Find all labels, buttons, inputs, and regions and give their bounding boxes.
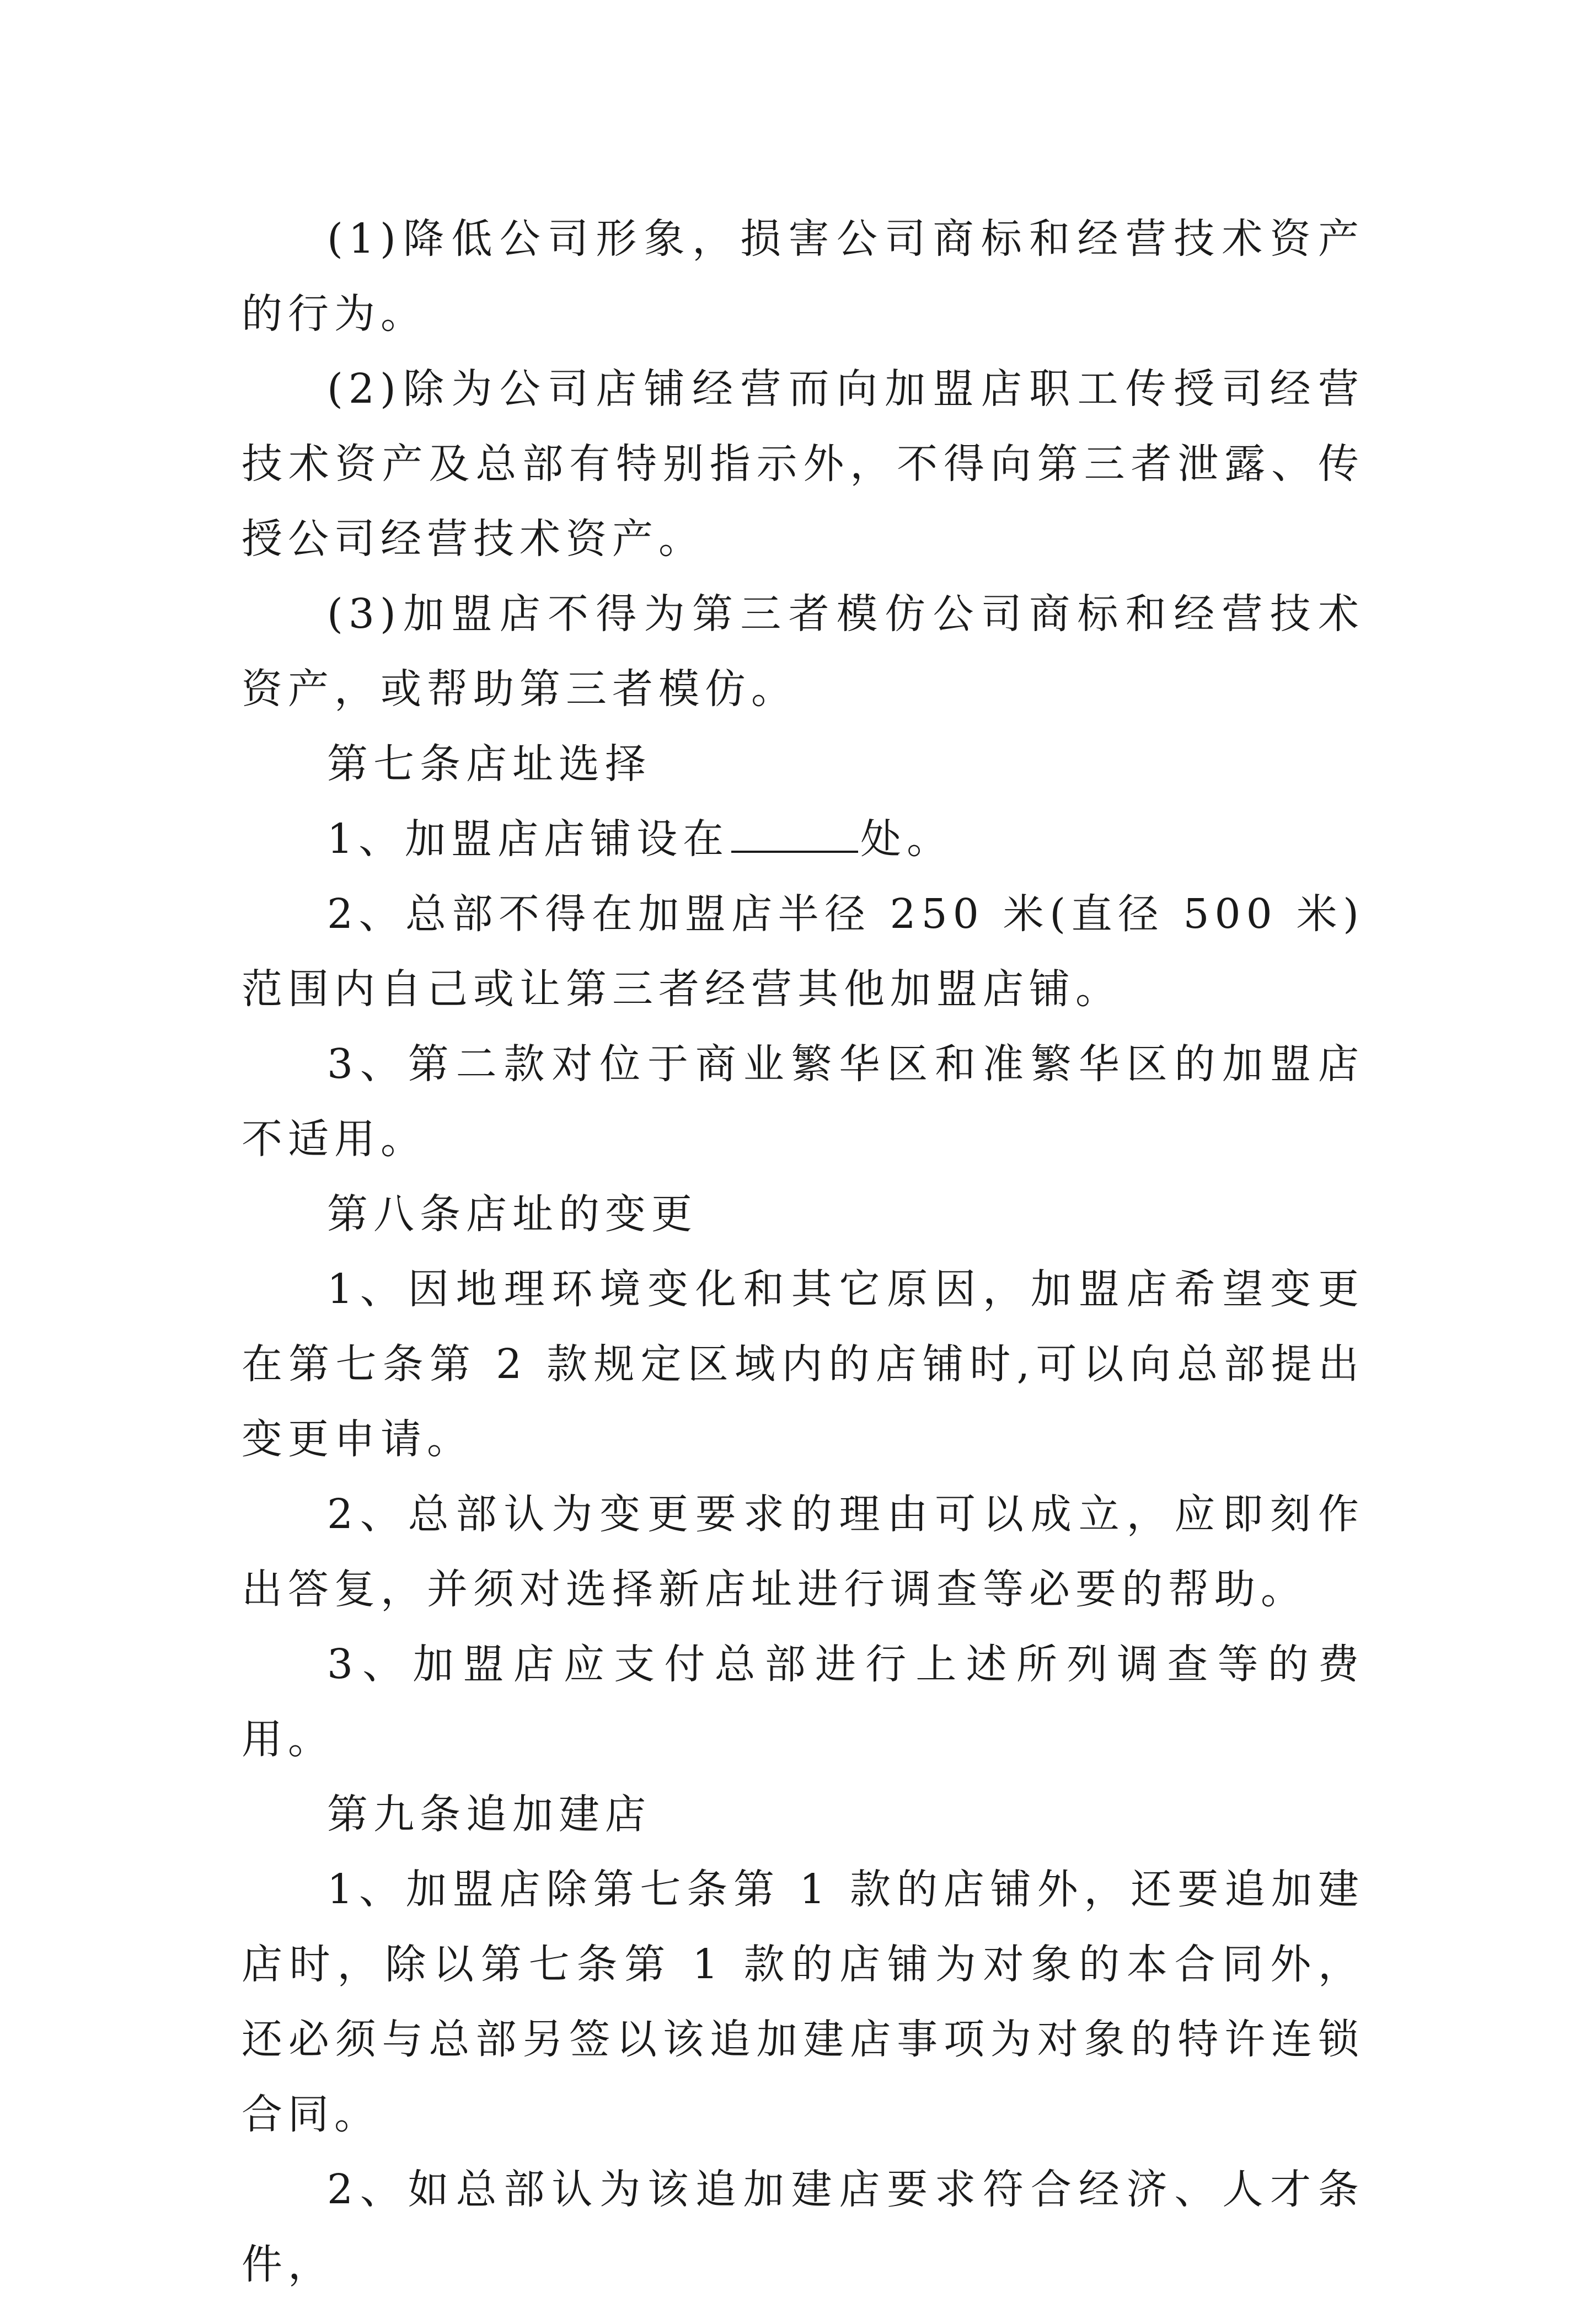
- paragraph-article-9-item-1: 1、加盟店除第七条第 1 款的店铺外，还要追加建店时，除以第七条第 1 款的店铺为对象的本合同外，还必须与总部另签以该追加建店事项为对象的特许连锁合同。: [242, 1866, 1364, 2138]
- paragraph-clause-2: (2)除为公司店铺经营而向加盟店职工传授司经营技术资产及总部有特别指示外，不得向第三者泄露、传授公司经营技术资产。: [242, 365, 1364, 563]
- paragraph-article-8-item-2: 2、总部认为变更要求的理由可以成立，应即刻作出答复，并须对选择新店址进行调查等必要的帮助。: [242, 1491, 1364, 1613]
- paragraph-article-9-item-2: 2、如总部认为该追加建店要求符合经济、人才条件，: [242, 2166, 1364, 2288]
- paragraph-article-7-item-3: 3、第二款对位于商业繁华区和准繁华区的加盟店不适用。: [242, 1040, 1364, 1163]
- paragraph-article-8-item-3: 3、加盟店应支付总部进行上述所列调查等的费用。: [242, 1641, 1364, 1763]
- paragraph-article-7-item-1: [242, 802, 1364, 877]
- heading-article-8: 第八条店址的变更: [327, 1190, 698, 1238]
- paragraph-clause-1: (1)降低公司形象，损害公司商标和经营技术资产的行为。: [242, 215, 1364, 338]
- article-7-item-1-suffix: 处。: [860, 815, 954, 863]
- document-body: [242, 201, 1364, 2302]
- address-blank-field: [731, 815, 858, 853]
- paragraph-clause-3: (3)加盟店不得为第三者模仿公司商标和经营技术资产，或帮助第三者模仿。: [242, 590, 1364, 713]
- heading-article-9: 第九条追加建店: [327, 1791, 651, 1838]
- article-7-item-1-text: 1、加盟店店铺设在: [327, 815, 730, 863]
- paragraph-article-7-item-2: 2、总部不得在加盟店半径 250 米(直径 500 米)范围内自己或让第三者经营其他加盟店铺。: [242, 890, 1364, 1013]
- heading-article-7: 第七条店址选择: [327, 740, 651, 788]
- paragraph-article-8-item-1: 1、因地理环境变化和其它原因，加盟店希望变更在第七条第 2 款规定区域内的店铺时,可以向总部提出变更申请。: [242, 1265, 1364, 1463]
